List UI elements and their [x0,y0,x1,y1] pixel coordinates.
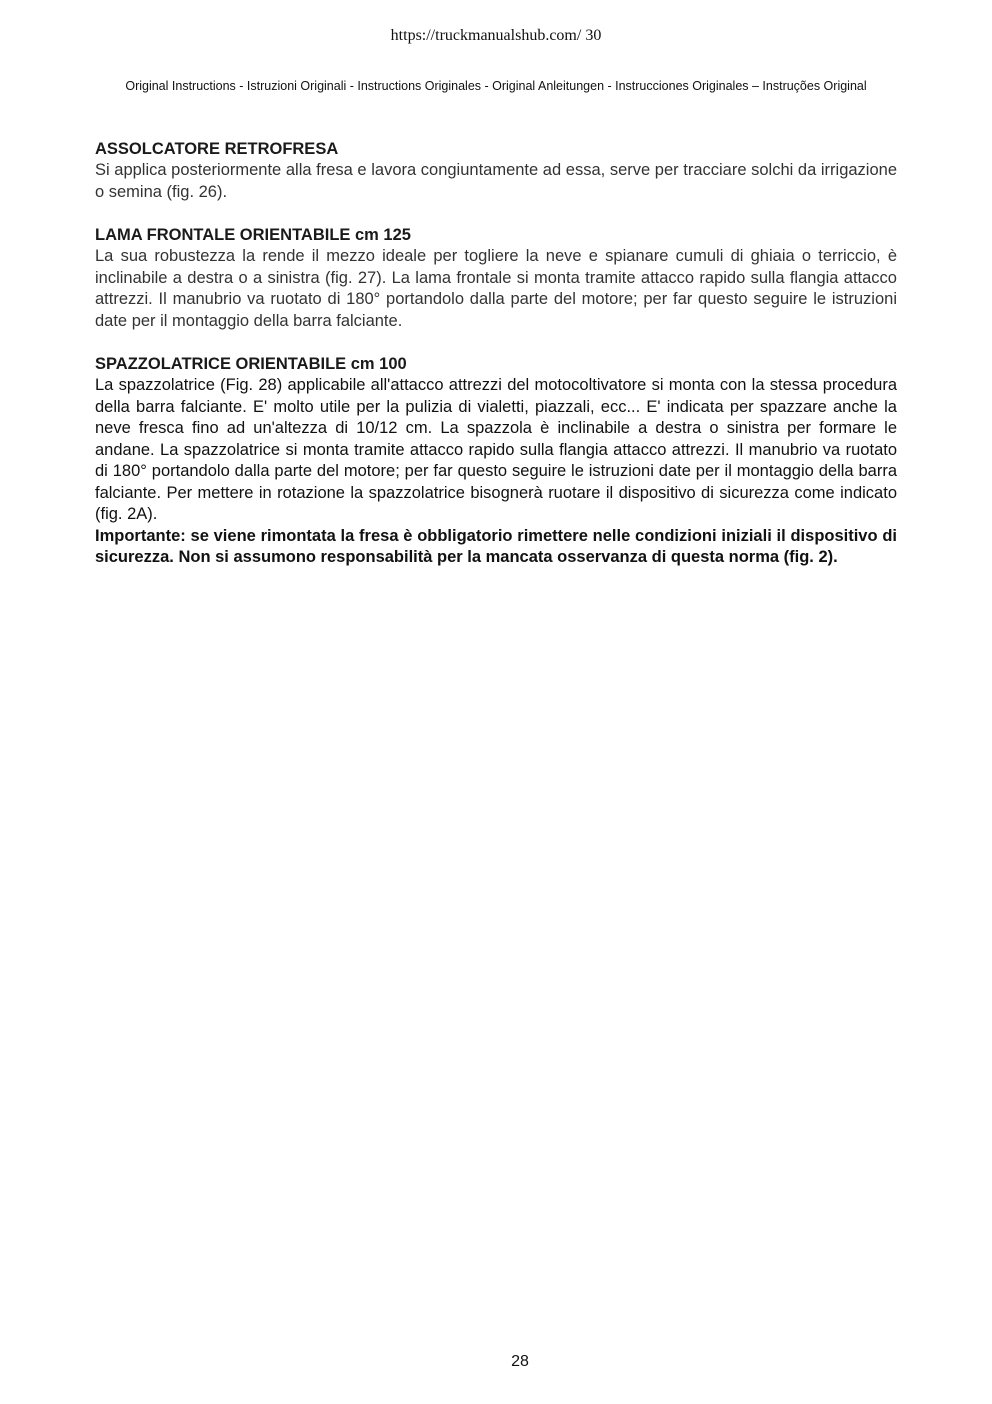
section-paragraph: La sua robustezza la rende il mezzo ideale per togliere la neve e spianare cumuli di ghiaia o terriccio, è inclinabile a destra o a sinistra (fig. 27). La lama frontale si monta tramite attacco rapido sulla flangia attacco attrezzi. Il manubrio va ruotato di 180° portandolo dalla parte del motore; per far questo seguire le istruzioni date per il montaggio della barra falciante. [95,247,897,330]
section-paragraph: Si applica posteriormente alla fresa e lavora congiuntamente ad essa, serve per tracciare solchi da irrigazione o semina (fig. 26). [95,161,897,201]
top-url: https://truckmanualshub.com/ 30 [390,27,602,44]
section-title: SPAZZOLATRICE ORIENTABILE cm 100 [95,355,407,373]
section-lama-frontale [95,224,897,332]
section-paragraph: La spazzolatrice (Fig. 28) applicabile all'attacco attrezzi del motocoltivatore si monta con la stessa procedura della barra falciante. E' molto utile per la pulizia di vialetti, piazzali, ecc... E' indicata per spazzare anche la neve fresca fino ad un'altezza di 10/12 cm. La spazzola è inclinabile a destra o sinistra per formare le andane. La spazzolatrice si monta tramite attacco rapido sulla flangia attacco attrezzi. Il manubrio va ruotato di 180° portandolo dalla parte del motore; per far questo seguire le istruzioni date per il montaggio della barra falciante. Per mettere in rotazione la spazzolatrice bisognerà ruotare il dispositivo di sicurezza come indicato (fig. 2A). [95,376,897,523]
document-header: Original Instructions - Istruzioni Originali - Instructions Originales - Original Anleitungen - Instrucciones Originales – Instruções Original [125,79,867,93]
important-note: Importante: se viene rimontata la fresa è obbligatorio rimettere nelle condizioni iniziali il dispositivo di sicurezza. Non si assumono responsabilità per la mancata osservanza di questa norma (fig. 2). [95,526,897,566]
page-number: 28 [511,1353,529,1370]
section-assolcatore [95,138,897,203]
section-spazzolatrice [95,353,897,569]
page-content [95,138,897,590]
section-title: ASSOLCATORE RETROFRESA [95,140,339,158]
section-title: LAMA FRONTALE ORIENTABILE cm 125 [95,226,411,244]
